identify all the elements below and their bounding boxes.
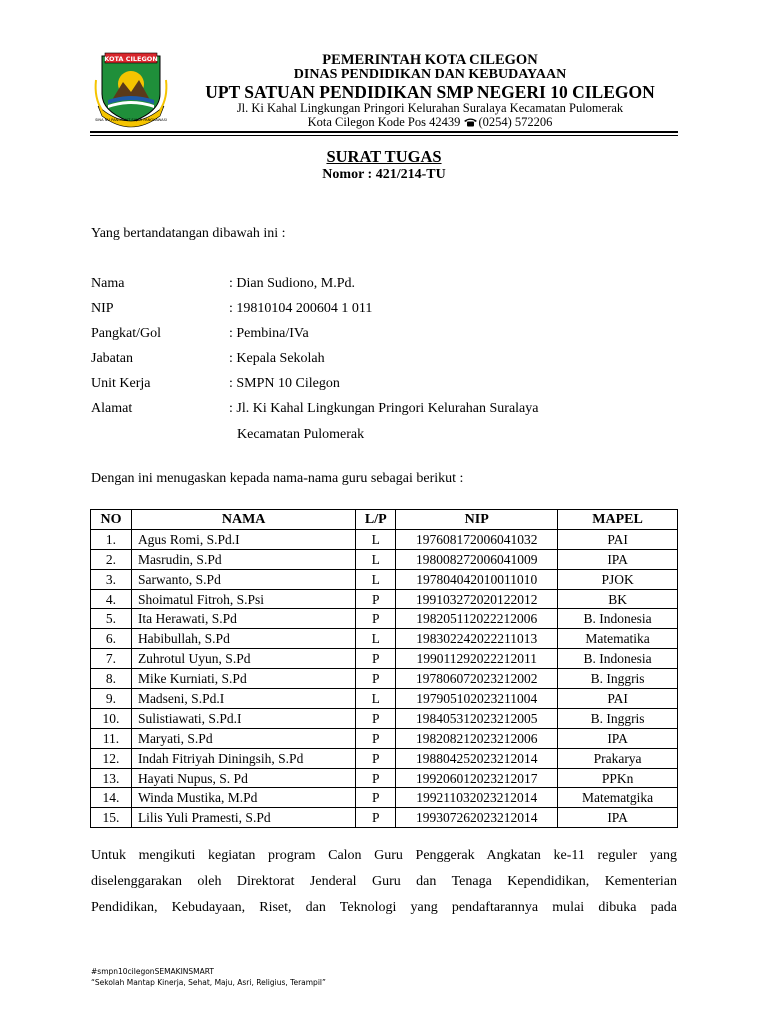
cell-lp: P <box>356 589 396 609</box>
signer-value-jabatan: : Kepala Sekolah <box>229 351 325 366</box>
cell-mapel: B. Inggris <box>558 669 678 689</box>
cell-nama: Zuhrotul Uyun, S.Pd <box>131 649 355 669</box>
cell-no: 7. <box>91 649 132 669</box>
cell-mapel: IPA <box>558 549 678 569</box>
cell-no: 9. <box>91 689 132 709</box>
cell-nama: Madseni, S.Pd.I <box>131 689 355 709</box>
header-address: Jl. Ki Kahal Lingkungan Pringori Kelurahan Suralaya Kecamatan Pulomerak <box>236 101 624 115</box>
cell-no: 3. <box>91 569 132 589</box>
cell-nip: 198008272006041009 <box>396 549 558 569</box>
cell-nama: Habibullah, S.Pd <box>131 629 355 649</box>
footer-motto: “Sekolah Mantap Kinerja, Sehat, Maju, Asri, Religius, Terampil” <box>91 978 326 987</box>
assignment-intro: Dengan ini menugaskan kepada nama-nama guru sebagai berikut : <box>91 471 464 486</box>
cell-nama: Hayati Nupus, S. Pd <box>131 768 355 788</box>
footer-hashtag: #smpn10cilegonSEMAKINSMART <box>91 967 215 976</box>
cell-lp: L <box>356 529 396 549</box>
paragraph-line-2: diselenggarakan oleh Direktorat Jenderal Guru dan Tenaga Kependidikan, Kementerian <box>91 874 677 889</box>
cell-nip: 198205112022212006 <box>396 609 558 629</box>
table-row <box>91 609 678 629</box>
cell-nip: 198302242022211013 <box>396 629 558 649</box>
cell-no: 4. <box>91 589 132 609</box>
cell-mapel: IPA <box>558 808 678 828</box>
cell-lp: P <box>356 609 396 629</box>
cell-mapel: Prakarya <box>558 748 678 768</box>
table-row <box>91 649 678 669</box>
cell-nama: Ita Herawati, S.Pd <box>131 609 355 629</box>
cell-mapel: IPA <box>558 728 678 748</box>
cell-mapel: B. Indonesia <box>558 649 678 669</box>
table-row <box>91 529 678 549</box>
cell-nama: Winda Mustika, M.Pd <box>131 788 355 808</box>
table-row <box>91 808 678 828</box>
cell-mapel: Matematika <box>558 629 678 649</box>
cell-nip: 197608172006041032 <box>396 529 558 549</box>
header-mapel: MAPEL <box>558 510 678 530</box>
signer-label-jabatan: Jabatan <box>91 351 133 366</box>
teacher-table <box>90 509 678 828</box>
signer-label-nama: Nama <box>91 276 125 291</box>
signer-value-pangkat: : Pembina/IVa <box>229 326 309 341</box>
cell-nama: Sarwanto, S.Pd <box>131 569 355 589</box>
cell-nip: 198405312023212005 <box>396 708 558 728</box>
cell-no: 13. <box>91 768 132 788</box>
signer-value-nama: : Dian Sudiono, M.Pd. <box>229 276 356 291</box>
cell-nip: 197806072023212002 <box>396 669 558 689</box>
svg-text:KOTA CILEGON: KOTA CILEGON <box>104 54 158 63</box>
signer-value-nip: : 19810104 200604 1 011 <box>229 301 373 316</box>
cell-lp: P <box>356 649 396 669</box>
table-row <box>91 689 678 709</box>
cell-mapel: BK <box>558 589 678 609</box>
cell-nip: 199206012023212017 <box>396 768 558 788</box>
cell-no: 2. <box>91 549 132 569</box>
cell-mapel: PAI <box>558 689 678 709</box>
cell-nama: Masrudin, S.Pd <box>131 549 355 569</box>
table-row <box>91 629 678 649</box>
cell-lp: L <box>356 689 396 709</box>
table-row <box>91 748 678 768</box>
cell-nip: 197905102023211004 <box>396 689 558 709</box>
cell-nip: 197804042010011010 <box>396 569 558 589</box>
cell-mapel: B. Indonesia <box>558 609 678 629</box>
signer-label-alamat: Alamat <box>91 401 133 416</box>
document-number: Nomor : 421/214-TU <box>322 167 446 182</box>
header-postal: Kota Cilegon Kode Pos 42439 <box>307 115 461 129</box>
cell-nip: 198804252023212014 <box>396 748 558 768</box>
header-department: DINAS PENDIDIKAN DAN KEBUDAYAAN <box>293 67 567 82</box>
cell-nip: 199011292022212011 <box>396 649 558 669</box>
signer-value-alamat: : Jl. Ki Kahal Lingkungan Pringori Kelurahan Suralaya <box>229 401 539 416</box>
cell-lp: P <box>356 669 396 689</box>
table-row <box>91 669 678 689</box>
cell-no: 1. <box>91 529 132 549</box>
signer-label-unit-kerja: Unit Kerja <box>91 376 151 391</box>
table-row <box>91 549 678 569</box>
cell-no: 11. <box>91 728 132 748</box>
cell-mapel: PPKn <box>558 768 678 788</box>
cell-nip: 199307262023212014 <box>396 808 558 828</box>
cell-no: 14. <box>91 788 132 808</box>
cell-lp: P <box>356 768 396 788</box>
cell-lp: P <box>356 808 396 828</box>
letterhead-divider-thin <box>90 135 678 136</box>
telephone-icon <box>463 116 478 126</box>
cell-nama: Mike Kurniati, S.Pd <box>131 669 355 689</box>
signer-value-alamat-cont: Kecamatan Pulomerak <box>237 427 365 442</box>
intro-text: Yang bertandatangan dibawah ini : <box>91 226 286 241</box>
cell-nip: 198208212023212006 <box>396 728 558 748</box>
cell-lp: L <box>356 549 396 569</box>
cell-lp: L <box>356 629 396 649</box>
table-row <box>91 589 678 609</box>
cell-no: 6. <box>91 629 132 649</box>
cell-no: 10. <box>91 708 132 728</box>
signer-label-nip: NIP <box>91 301 114 316</box>
header-lp: L/P <box>356 510 396 530</box>
cell-no: 15. <box>91 808 132 828</box>
cell-mapel: Matematgika <box>558 788 678 808</box>
header-government: PEMERINTAH KOTA CILEGON <box>322 52 538 68</box>
cell-mapel: B. Inggris <box>558 708 678 728</box>
cell-nama: Agus Romi, S.Pd.I <box>131 529 355 549</box>
cell-nip: 199103272020122012 <box>396 589 558 609</box>
header-nama: NAMA <box>131 510 355 530</box>
header-nip: NIP <box>396 510 558 530</box>
cell-no: 5. <box>91 609 132 629</box>
paragraph-line-3: Pendidikan, Kebudayaan, Riset, dan Teknologi yang pendaftarannya mulai dibuka pada <box>91 900 677 915</box>
header-school-name: UPT SATUAN PENDIDIKAN SMP NEGERI 10 CILEGON <box>205 82 655 102</box>
header-postal-phone <box>0 115 768 130</box>
table-row <box>91 768 678 788</box>
table-row <box>91 788 678 808</box>
cell-nama: Maryati, S.Pd <box>131 728 355 748</box>
header-no: NO <box>91 510 132 530</box>
letterhead-divider-thick <box>90 131 678 133</box>
cell-no: 12. <box>91 748 132 768</box>
cell-no: 8. <box>91 669 132 689</box>
cell-mapel: PJOK <box>558 569 678 589</box>
table-row <box>91 708 678 728</box>
cell-nip: 199211032023212014 <box>396 788 558 808</box>
svg-text:SINA NU PANGKUAT SAJAR PANGKAW: SINA NU PANGKUAT SAJAR PANGKAWASI <box>95 118 167 122</box>
table-header-row <box>91 510 678 530</box>
cell-lp: L <box>356 569 396 589</box>
cell-lp: P <box>356 748 396 768</box>
table-row <box>91 728 678 748</box>
cell-mapel: PAI <box>558 529 678 549</box>
cell-lp: P <box>356 788 396 808</box>
cell-nama: Sulistiawati, S.Pd.I <box>131 708 355 728</box>
paragraph-line-1: Untuk mengikuti kegiatan program Calon Guru Penggerak Angkatan ke-11 reguler yang <box>91 848 677 863</box>
cell-nama: Indah Fitriyah Diningsih, S.Pd <box>131 748 355 768</box>
header-phone: (0254) 572206 <box>478 115 553 129</box>
table-body <box>91 529 678 827</box>
signer-value-unit-kerja: : SMPN 10 Cilegon <box>229 376 340 391</box>
signer-label-pangkat: Pangkat/Gol <box>91 326 161 341</box>
cell-lp: P <box>356 728 396 748</box>
cell-lp: P <box>356 708 396 728</box>
table-row <box>91 569 678 589</box>
document-title: SURAT TUGAS <box>326 147 442 166</box>
cell-nama: Shoimatul Fitroh, S.Psi <box>131 589 355 609</box>
cell-nama: Lilis Yuli Pramesti, S.Pd <box>131 808 355 828</box>
